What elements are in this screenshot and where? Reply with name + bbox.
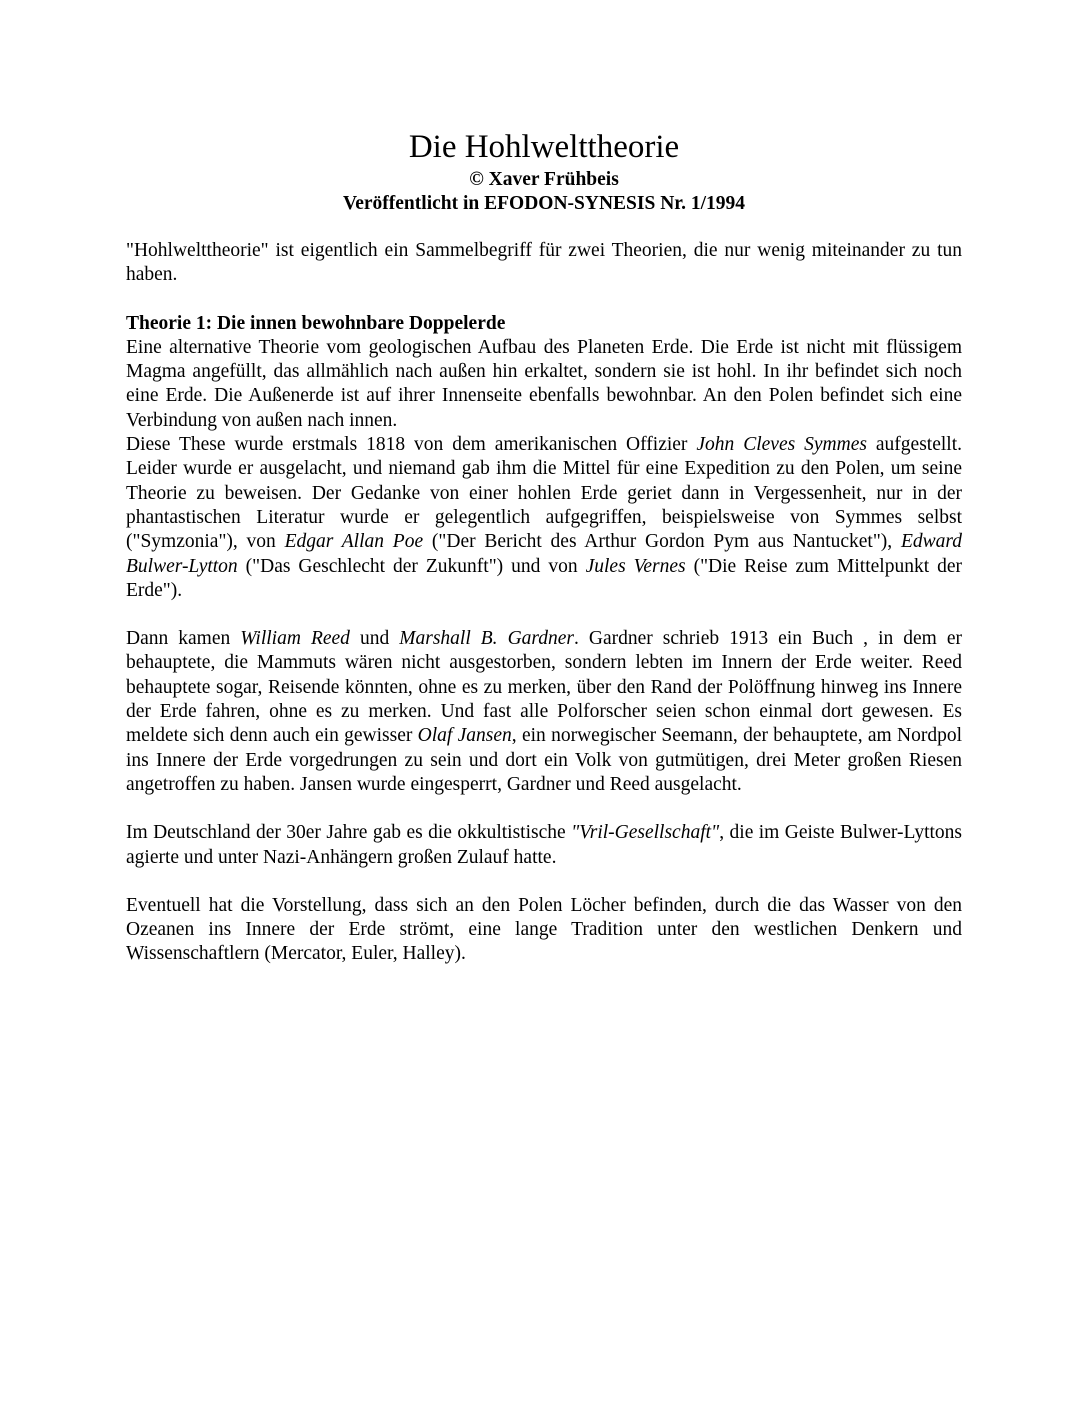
text-run: ("Die Reise zum Mittelpunkt der Erde"). bbox=[126, 555, 962, 601]
person-name: John Cleves Symmes bbox=[696, 434, 867, 456]
author-line: © Xaver Frühbeis bbox=[469, 169, 619, 190]
text-run: Dann kamen bbox=[126, 628, 241, 650]
text-run: ("Der Bericht des Arthur Gordon Pym aus Nantucket"), bbox=[423, 531, 901, 553]
person-name: William Reed bbox=[240, 628, 350, 650]
intro-paragraph: "Hohlwelttheorie" ist eigentlich ein Sammelbegriff für zwei Theorien, die nur wenig miteinander zu tun haben. bbox=[126, 240, 962, 286]
text-run: . Gardner schrieb 1913 ein Buch , in dem er behauptete, die Mammuts wären nicht ausgestorben, sondern lebten im Innern der Erde weiter. Reed behauptete sogar, Reisende könnten, ohne es zu merken, über den Rand der Polöffnung hinweg ins Innere der Erde fahren, ohne es zu merken. Und fast alle Polforscher seien schon einmal dort gewesen. Es meldete sich denn auch ein gewisser bbox=[126, 628, 963, 747]
paragraph-tradition: Eventuell hat die Vorstellung, dass sich an den Polen Löcher befinden, durch die das Wasser von den Ozeanen ins Innere der Erde strömt, eine lange Tradition unter den westlichen Denkern und Wissenschaftlern (Mercator, Euler, Halley). bbox=[126, 894, 962, 965]
text-run: ("Das Geschlecht der Zukunft") und von bbox=[237, 555, 586, 577]
document-title: Die Hohlwelttheorie bbox=[408, 129, 680, 165]
person-name: Edgar Allan Poe bbox=[284, 531, 424, 553]
paragraph-theory-description: Eine alternative Theorie vom geologischen Aufbau des Planeten Erde. Die Erde ist nicht mit flüssigem Magma angefüllt, das allmählich nach außen hin erkaltet, sondern sie ist hohl. In ihr befindet sich noch eine Erde. Die Außenerde ist auf ihrer Innenseite ebenfalls bewohnbar. An den Polen befindet sich eine Verbindung von außen nach innen. bbox=[126, 336, 962, 431]
section-heading: Theorie 1: Die innen bewohnbare Doppelerde bbox=[126, 312, 506, 334]
document-page bbox=[126, 126, 962, 967]
society-name: "Vril-Gesellschaft" bbox=[571, 822, 720, 844]
person-name: Marshall B. Gardner bbox=[399, 628, 575, 650]
text-run: aufgestellt. Leider wurde er ausgelacht, und niemand gab ihm die Mittel für eine Expedition zu den Polen, um seine Theorie zu beweisen. Der Gedanke von einer hohlen Erde geriet dann in Vergessenheit, nur in der phantastischen Literatur wurde er gelegentlich aufgegriffen, beispielsweise von Symmes selbst ("Symzonia"), von bbox=[126, 434, 962, 553]
text-run: Im Deutschland der 30er Jahre gab es die okkultistische bbox=[126, 822, 572, 844]
text-run: und bbox=[349, 628, 400, 650]
person-name: Olaf Jansen bbox=[417, 725, 512, 747]
publication-line: Veröffentlicht in EFODON-SYNESIS Nr. 1/1994 bbox=[342, 193, 746, 214]
person-name: Jules Vernes bbox=[585, 555, 686, 577]
paragraph-reed-gardner bbox=[126, 627, 962, 797]
text-run: , ein norwegischer Seemann, der behauptete, am Nordpol ins Innere der Erde vorgedrungen zu sein und dort ein Volk von gutmütigen, drei Meter großen Riesen angetroffen zu haben. Jansen wurde eingesperrt, Gardner und Reed ausgelacht. bbox=[126, 725, 962, 795]
text-run: , die im Geiste Bulwer-Lyttons agierte und unter Nazi-Anhängern großen Zulauf hatte. bbox=[126, 822, 962, 868]
paragraph-vril bbox=[126, 821, 962, 870]
person-name: Edward Bulwer-Lytton bbox=[126, 531, 962, 577]
paragraph-symmes bbox=[126, 433, 962, 603]
text-run: Diese These wurde erstmals 1818 von dem amerikanischen Offizier bbox=[126, 434, 697, 456]
